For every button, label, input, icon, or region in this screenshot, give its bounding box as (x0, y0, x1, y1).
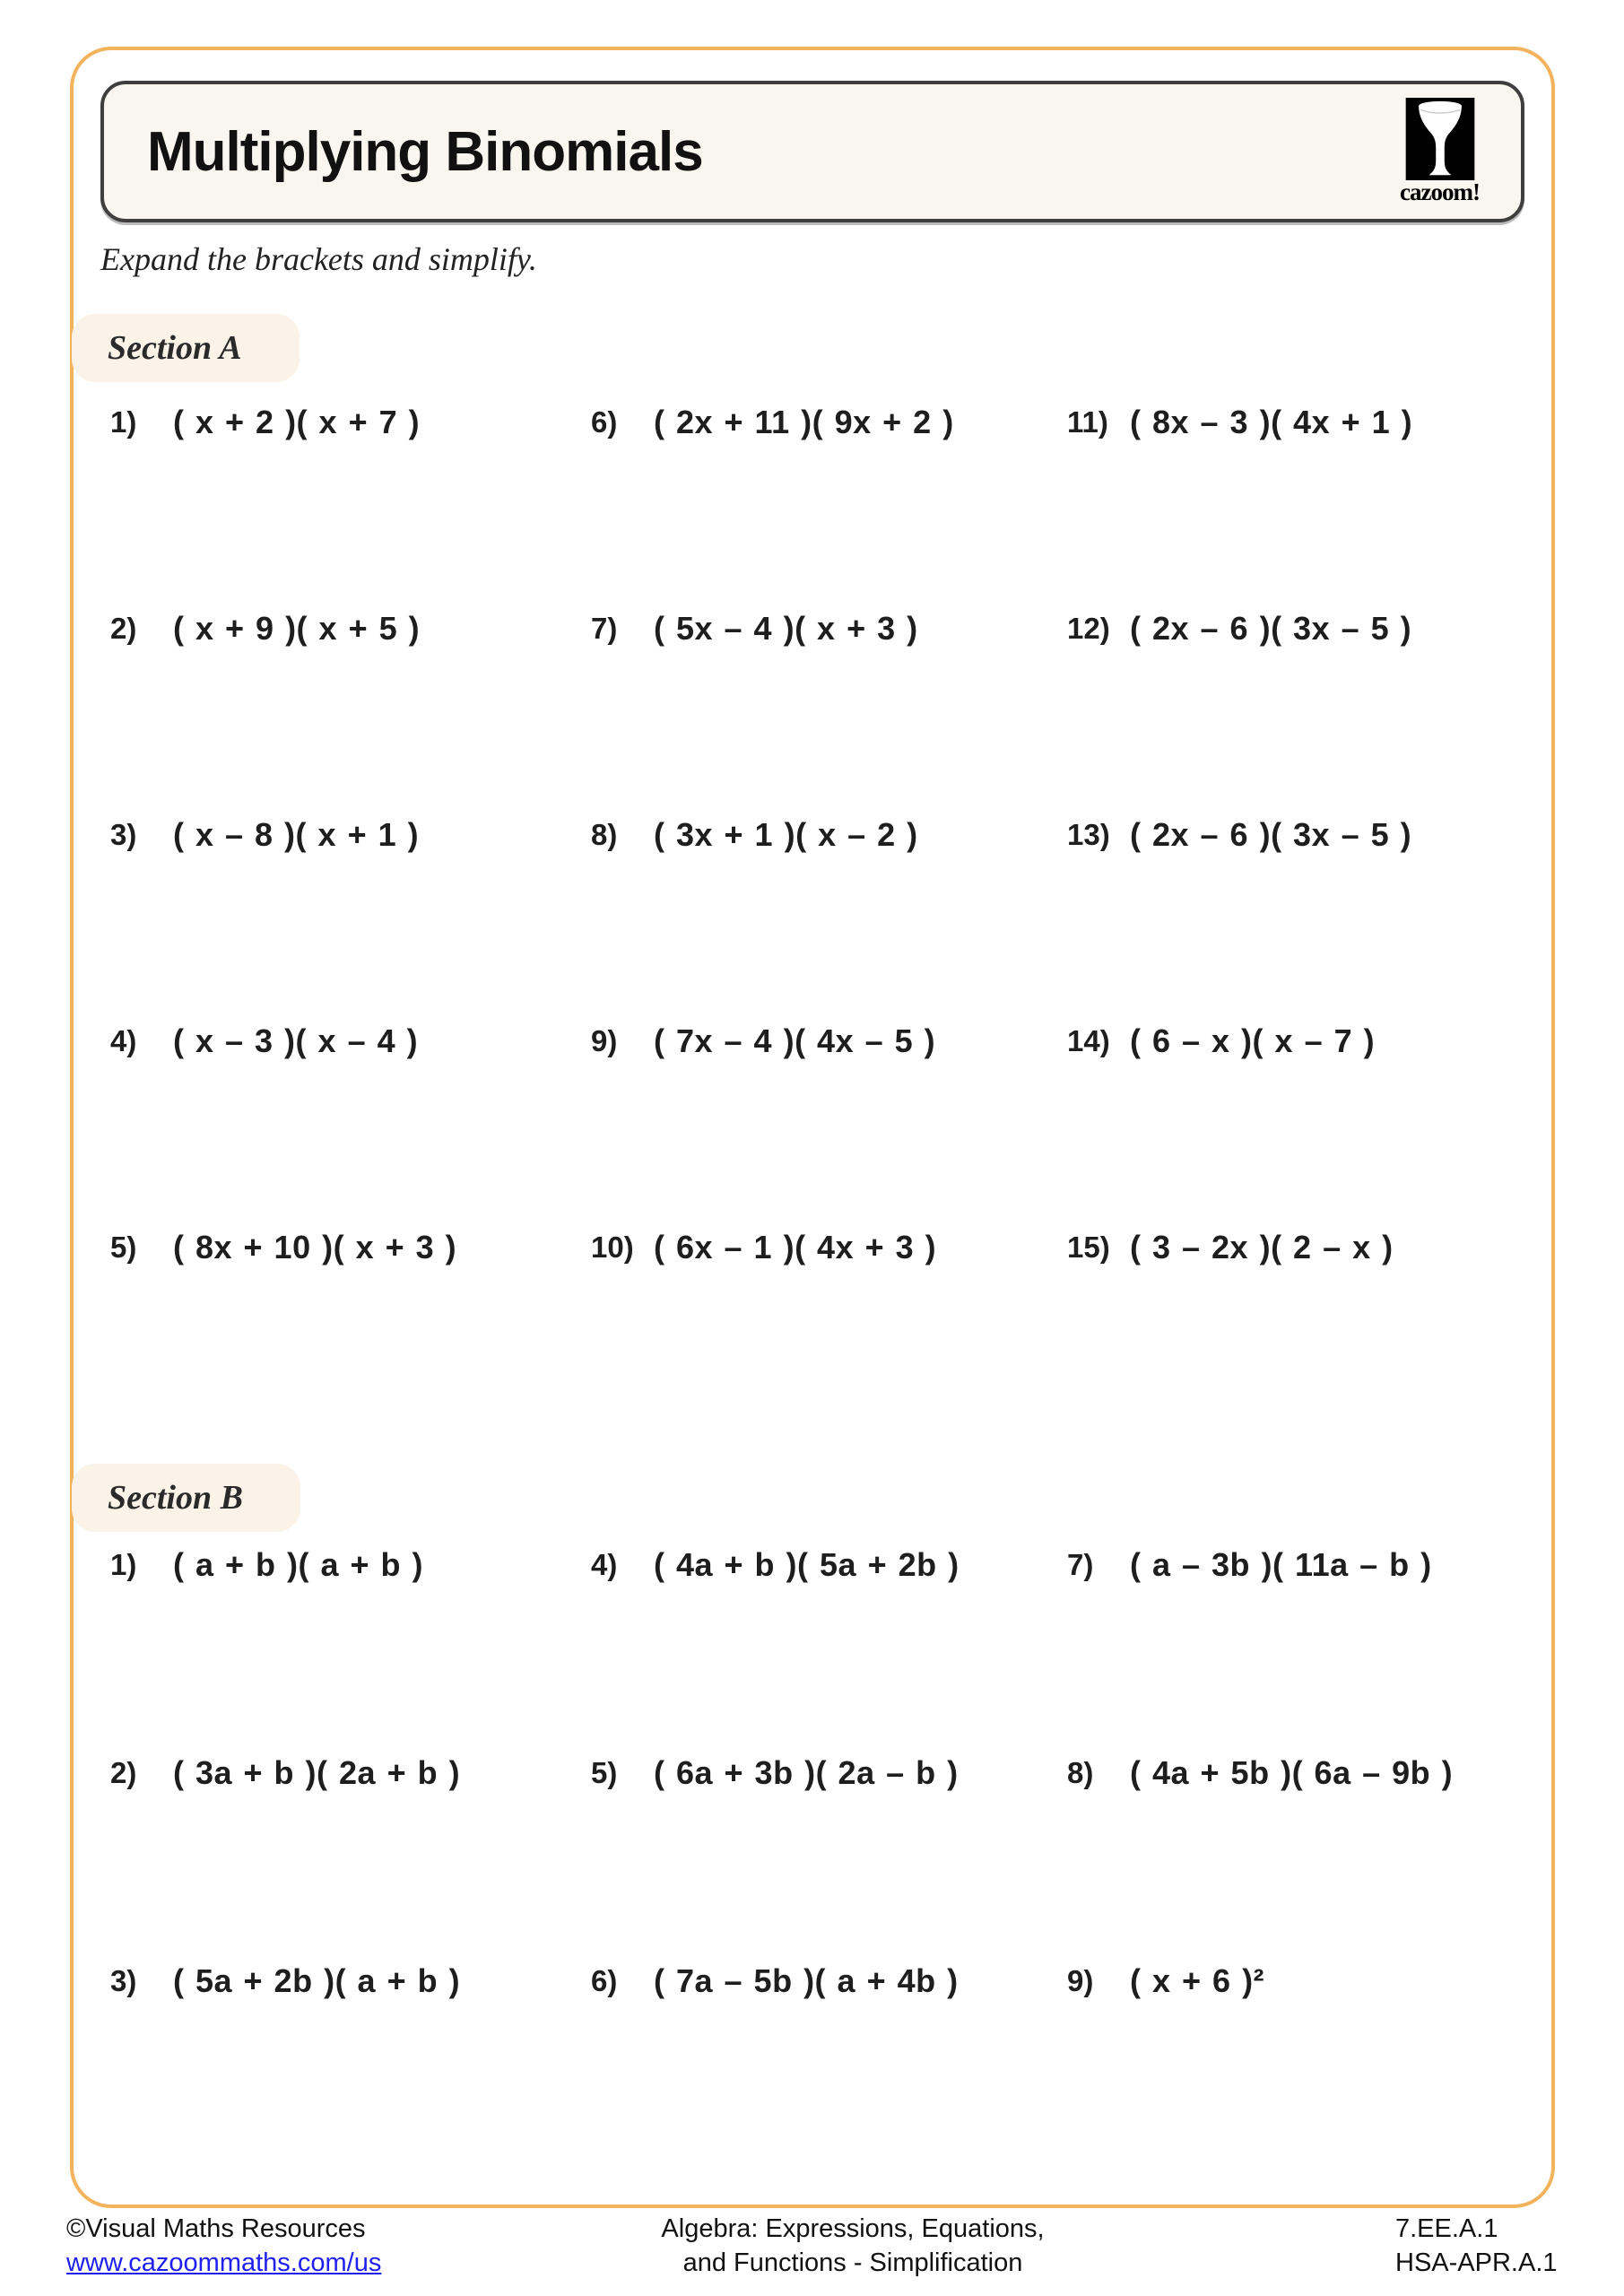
problem-number: 6) (591, 1964, 618, 1997)
problem-expression: ( 4a + b )( 5a + 2b ) (654, 1546, 960, 1583)
page-title: Multiplying Binomials (147, 120, 703, 183)
problem-number: 15) (1067, 1231, 1110, 1264)
problem-number: 2) (110, 612, 137, 645)
problem-item (110, 1964, 591, 2172)
problem-expression: ( 5a + 2b )( a + b ) (173, 1962, 461, 1999)
problem-expression: ( 6 – x )( x – 7 ) (1130, 1022, 1376, 1059)
problem-expression: ( 3 – 2x )( 2 – x ) (1130, 1229, 1394, 1265)
problem-number: 6) (591, 405, 618, 439)
problem-number: 10) (591, 1231, 634, 1264)
cazoom-logo (1400, 98, 1480, 206)
problem-expression: ( 4a + 5b )( 6a – 9b ) (1130, 1754, 1454, 1791)
copyright-text: ©Visual Maths Resources (66, 2214, 366, 2243)
problem-item (110, 1756, 591, 1964)
section-a-problems (110, 405, 1518, 1437)
title-box (100, 81, 1524, 222)
standard-code-1: 7.EE.A.1 (1395, 2214, 1498, 2243)
problem-expression: ( 2x + 11 )( 9x + 2 ) (654, 404, 954, 440)
problem-item (591, 1756, 1067, 1964)
problem-expression: ( a – 3b )( 11a – b ) (1130, 1546, 1432, 1583)
problem-expression: ( 7x – 4 )( 4x – 5 ) (654, 1022, 936, 1059)
problem-expression: ( 6a + 3b )( 2a – b ) (654, 1754, 959, 1791)
problem-number: 5) (591, 1756, 618, 1789)
problem-expression: ( 7a – 5b )( a + 4b ) (654, 1962, 959, 1999)
instruction-text: Expand the brackets and simplify. (100, 241, 537, 277)
problem-expression: ( x – 8 )( x + 1 ) (173, 816, 420, 853)
problem-item (591, 818, 1067, 1024)
problem-item (1067, 1231, 1518, 1437)
problem-item (1067, 1964, 1518, 2172)
section-b-header (72, 1464, 300, 1532)
problem-number: 9) (1067, 1964, 1094, 1997)
problem-item (591, 1231, 1067, 1437)
problem-number: 11) (1067, 405, 1108, 439)
problem-item (591, 405, 1067, 612)
problem-item (1067, 1548, 1518, 1756)
problem-expression: ( 2x – 6 )( 3x – 5 ) (1130, 610, 1412, 647)
problem-number: 4) (110, 1024, 137, 1057)
problem-item (110, 1231, 591, 1437)
problem-item (1067, 1024, 1518, 1231)
problem-item (110, 1548, 591, 1756)
website-link[interactable]: www.cazoommaths.com/us (66, 2248, 382, 2277)
standard-code-2: HSA-APR.A.1 (1395, 2248, 1558, 2277)
problem-expression: ( 8x – 3 )( 4x + 1 ) (1130, 404, 1413, 440)
problem-expression: ( 5x – 4 )( x + 3 ) (654, 610, 918, 647)
problem-expression: ( 2x – 6 )( 3x – 5 ) (1130, 816, 1412, 853)
problem-number: 2) (110, 1756, 137, 1789)
problem-item (1067, 1756, 1518, 1964)
problem-expression: ( x – 3 )( x – 4 ) (173, 1022, 419, 1059)
problem-expression: ( x + 6 )² (1130, 1962, 1265, 1999)
problem-expression: ( a + b )( a + b ) (173, 1546, 424, 1583)
problem-number: 8) (1067, 1756, 1094, 1789)
problem-expression: ( 6x – 1 )( 4x + 3 ) (654, 1229, 937, 1265)
problem-item (1067, 405, 1518, 612)
problem-expression: ( 3x + 1 )( x – 2 ) (654, 816, 918, 853)
problem-number: 1) (110, 405, 137, 439)
problem-number: 13) (1067, 818, 1110, 851)
problem-number: 14) (1067, 1024, 1110, 1057)
problem-item (110, 1024, 591, 1231)
problem-item (591, 1548, 1067, 1756)
problem-number: 5) (110, 1231, 137, 1264)
problem-item (591, 612, 1067, 818)
problem-item (1067, 818, 1518, 1024)
problem-number: 12) (1067, 612, 1110, 645)
problem-number: 3) (110, 1964, 137, 1997)
topic-line-1: Algebra: Expressions, Equations, (661, 2214, 1045, 2243)
topic-line-2: and Functions - Simplification (682, 2248, 1023, 2277)
section-b-label: Section B (108, 1479, 243, 1517)
problem-item (110, 818, 591, 1024)
section-a-header (72, 314, 300, 382)
problem-number: 4) (591, 1548, 618, 1581)
problem-expression: ( x + 2 )( x + 7 ) (173, 404, 421, 440)
problem-item (110, 405, 591, 612)
problem-item (591, 1024, 1067, 1231)
problem-expression: ( x + 9 )( x + 5 ) (173, 610, 421, 647)
problem-number: 3) (110, 818, 137, 851)
drum-icon (1404, 98, 1476, 180)
section-b-problems (110, 1548, 1518, 2172)
section-a-label: Section A (108, 329, 242, 367)
problem-number: 7) (591, 612, 618, 645)
problem-number: 1) (110, 1548, 137, 1581)
problem-number: 9) (591, 1024, 618, 1057)
problem-expression: ( 8x + 10 )( x + 3 ) (173, 1229, 457, 1265)
logo-brand-text: cazoom! (1400, 178, 1480, 205)
problem-number: 8) (591, 818, 618, 851)
problem-expression: ( 3a + b )( 2a + b ) (173, 1754, 461, 1791)
problem-item (1067, 612, 1518, 818)
problem-item (110, 612, 591, 818)
problem-item (591, 1964, 1067, 2172)
problem-number: 7) (1067, 1548, 1094, 1581)
